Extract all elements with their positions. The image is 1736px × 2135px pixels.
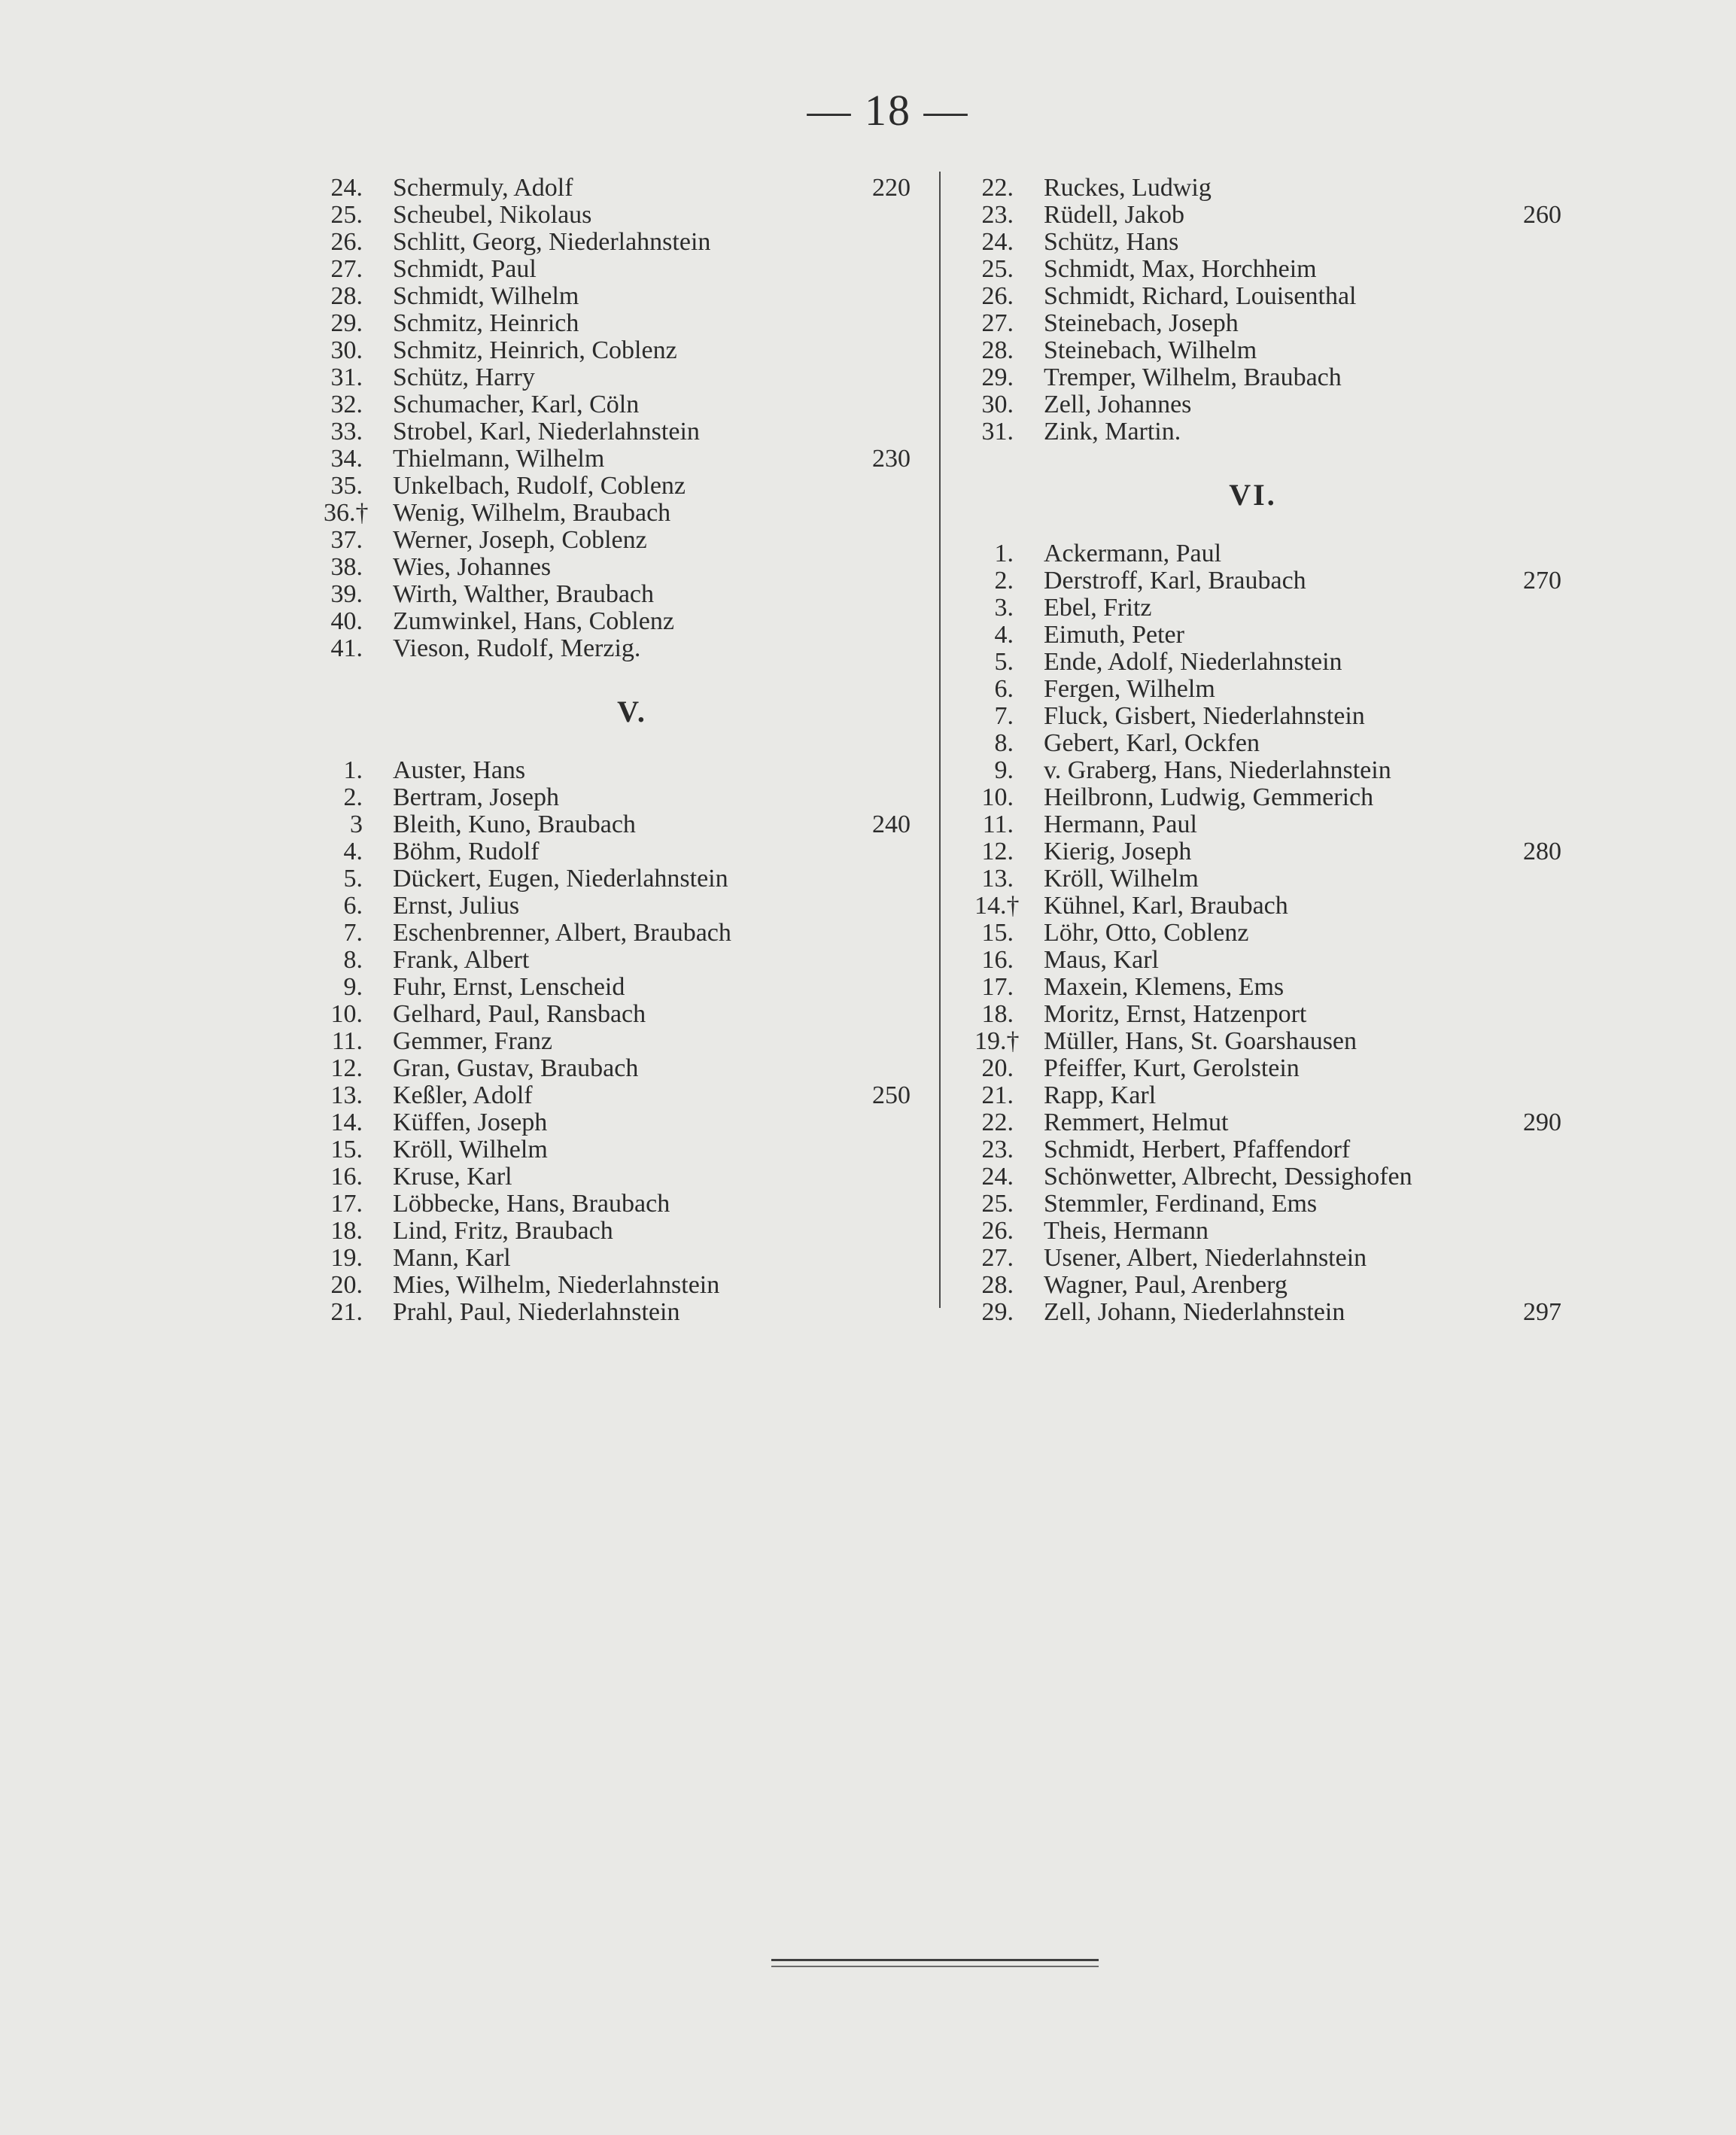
- entry-number: 35.: [330, 472, 363, 500]
- entry-number: 34.: [330, 445, 363, 473]
- list-item: [974, 256, 1561, 283]
- entry-name: Moritz, Ernst, Hatzenport: [1044, 1000, 1307, 1028]
- column-divider: [939, 172, 941, 1308]
- entry-name: Auster, Hans: [393, 756, 526, 784]
- entry-name: Schermuly, Adolf: [393, 174, 573, 202]
- entry-number: 1.: [994, 540, 1014, 567]
- entry-number: 14.: [330, 1109, 363, 1136]
- entry-name: Fuhr, Ernst, Lenscheid: [393, 973, 625, 1001]
- list-item: [974, 337, 1561, 364]
- entry-number: 25.: [330, 201, 363, 229]
- entry-number: 5.: [343, 865, 363, 893]
- entry-number: 8.: [343, 946, 363, 974]
- entry-number: 1.: [343, 756, 363, 784]
- entry-name: Pfeiffer, Kurt, Gerolstein: [1044, 1054, 1300, 1082]
- entry-number: 33.: [330, 418, 363, 446]
- entry-name: v. Graberg, Hans, Niederlahnstein: [1044, 756, 1391, 784]
- list-item: [974, 567, 1561, 595]
- entry-number: 21.: [981, 1081, 1014, 1109]
- entry-name: Schlitt, Georg, Niederlahnstein: [393, 228, 711, 256]
- entry-number: 18.: [981, 1000, 1014, 1028]
- entry-number: 32.: [330, 391, 363, 418]
- entry-number: 41.: [330, 634, 363, 662]
- section-title-vi: VI.: [1229, 478, 1277, 512]
- entry-number: 39.: [330, 580, 363, 608]
- list-item: [974, 540, 1561, 567]
- entry-number: 19.†: [974, 1027, 1020, 1055]
- entry-name: Keßler, Adolf: [393, 1081, 533, 1109]
- list-item: [974, 838, 1561, 865]
- list-item: [324, 1299, 911, 1326]
- list-item: [324, 418, 911, 446]
- entry-name: Maxein, Klemens, Ems: [1044, 973, 1285, 1001]
- entry-number: 17.: [330, 1190, 363, 1218]
- entry-number: 11.: [331, 1027, 363, 1055]
- entry-name: Heilbronn, Ludwig, Gemmerich: [1044, 783, 1374, 811]
- entry-number: 21.: [330, 1298, 363, 1326]
- entry-name: Schmitz, Heinrich, Coblenz: [393, 336, 677, 364]
- entry-number: 15.: [981, 919, 1014, 947]
- list-item: [974, 649, 1561, 676]
- entry-number: 17.: [981, 973, 1014, 1001]
- list-item: [974, 730, 1561, 757]
- list-item: [324, 1082, 911, 1109]
- entry-name: Usener, Albert, Niederlahnstein: [1044, 1244, 1367, 1272]
- entry-name: Kruse, Karl: [393, 1163, 512, 1191]
- entry-name: Zell, Johannes: [1044, 391, 1192, 418]
- entry-number: 23.: [981, 201, 1014, 229]
- entry-number: 14.†: [974, 892, 1020, 920]
- entry-number: 26.: [981, 282, 1014, 310]
- entry-name: Wirth, Walther, Braubach: [393, 580, 655, 608]
- entry-name: Bertram, Joseph: [393, 783, 559, 811]
- list-item: [974, 920, 1561, 947]
- entry-name: Wenig, Wilhelm, Braubach: [393, 499, 671, 527]
- list-item: [974, 202, 1561, 229]
- entry-name: Kröll, Wilhelm: [1044, 865, 1199, 893]
- list-item: [974, 229, 1561, 256]
- entry-name: Vieson, Rudolf, Merzig.: [393, 634, 641, 662]
- entry-number: 36.†: [324, 499, 369, 527]
- entry-name: Schmidt, Paul: [393, 255, 537, 283]
- entry-number: 10.: [981, 783, 1014, 811]
- entry-name: Bleith, Kuno, Braubach: [393, 811, 636, 838]
- list-item: [974, 893, 1561, 920]
- entry-name: Maus, Karl: [1044, 946, 1159, 974]
- entry-name: Zink, Martin.: [1044, 418, 1181, 446]
- list-item: [324, 337, 911, 364]
- list-item: [324, 500, 911, 527]
- list-item: [324, 256, 911, 283]
- entry-number: 3.: [994, 594, 1014, 622]
- list-item: [974, 865, 1561, 893]
- list-item: [324, 1001, 911, 1028]
- entry-number: 18.: [330, 1217, 363, 1245]
- entry-number: 37.: [330, 526, 363, 554]
- entry-name: Kierig, Joseph: [1044, 838, 1192, 865]
- right-entry-list: [974, 175, 1561, 446]
- entry-name: Mann, Karl: [393, 1244, 511, 1272]
- entry-name: Löhr, Otto, Coblenz: [1044, 919, 1249, 947]
- list-item: [324, 608, 911, 635]
- entry-number: 24.: [981, 1163, 1014, 1191]
- entry-name: Kröll, Wilhelm: [393, 1136, 548, 1163]
- entry-number: 31.: [330, 363, 363, 391]
- entry-name: Schütz, Hans: [1044, 228, 1179, 256]
- list-item: [324, 635, 911, 662]
- entry-number: 27.: [330, 255, 363, 283]
- entry-name: Hermann, Paul: [1044, 811, 1197, 838]
- entry-number: 24.: [981, 228, 1014, 256]
- entry-number: 2.: [994, 567, 1014, 595]
- entry-number: 22.: [981, 1109, 1014, 1136]
- list-item: [324, 893, 911, 920]
- list-item: [324, 175, 911, 202]
- entry-number: 5.: [994, 648, 1014, 676]
- entry-name: Ebel, Fritz: [1044, 594, 1152, 622]
- list-item: [974, 364, 1561, 391]
- entry-number: 4.: [994, 621, 1014, 649]
- entry-number: 19.: [330, 1244, 363, 1272]
- entry-number: 31.: [981, 418, 1014, 446]
- entry-name: Gemmer, Franz: [393, 1027, 553, 1055]
- list-item: [974, 1272, 1561, 1299]
- entry-number: 30.: [330, 336, 363, 364]
- entry-number: 27.: [981, 1244, 1014, 1272]
- closing-rule-secondary: [771, 1966, 1099, 1967]
- list-item: [324, 947, 911, 974]
- entry-marker: 220: [872, 174, 911, 202]
- list-item: [974, 757, 1561, 784]
- entry-number: 7.: [994, 702, 1014, 730]
- list-item: [324, 757, 911, 784]
- entry-name: Scheubel, Nikolaus: [393, 201, 592, 229]
- entry-number: 29.: [981, 363, 1014, 391]
- list-item: [974, 676, 1561, 703]
- entry-name: Steinebach, Wilhelm: [1044, 336, 1257, 364]
- entry-name: Wagner, Paul, Arenberg: [1044, 1271, 1288, 1299]
- entry-name: Böhm, Rudolf: [393, 838, 540, 865]
- entry-number: 12.: [981, 838, 1014, 865]
- entry-number: 28.: [330, 282, 363, 310]
- entry-number: 28.: [981, 1271, 1014, 1299]
- entry-name: Schmitz, Heinrich: [393, 309, 579, 337]
- entry-marker: 280: [1523, 838, 1561, 865]
- closing-rule: [771, 1959, 1099, 1961]
- entry-number: 8.: [994, 729, 1014, 757]
- entry-marker: 230: [872, 445, 911, 473]
- entry-number: 2.: [343, 783, 363, 811]
- entry-number: 12.: [330, 1054, 363, 1082]
- list-item: [324, 1055, 911, 1082]
- entry-name: Mies, Wilhelm, Niederlahnstein: [393, 1271, 720, 1299]
- list-item: [974, 622, 1561, 649]
- entry-name: Schmidt, Richard, Louisenthal: [1044, 282, 1357, 310]
- entry-name: Schmidt, Herbert, Pfaffendorf: [1044, 1136, 1351, 1163]
- entry-number: 16.: [330, 1163, 363, 1191]
- list-item: [324, 473, 911, 500]
- entry-number: 23.: [981, 1136, 1014, 1163]
- entry-number: 29.: [330, 309, 363, 337]
- list-item: [324, 1163, 911, 1191]
- entry-number: 28.: [981, 336, 1014, 364]
- list-item: [324, 838, 911, 865]
- list-item: [974, 784, 1561, 811]
- section-title-v: V.: [617, 695, 647, 728]
- list-item: [324, 283, 911, 310]
- right-column: [974, 175, 1561, 1326]
- list-item: [974, 703, 1561, 730]
- entry-number: 24.: [330, 174, 363, 202]
- entry-number: 13.: [330, 1081, 363, 1109]
- entry-name: Unkelbach, Rudolf, Coblenz: [393, 472, 686, 500]
- list-item: [974, 1055, 1561, 1082]
- entry-name: Strobel, Karl, Niederlahnstein: [393, 418, 700, 446]
- list-item: [324, 865, 911, 893]
- entry-number: 20.: [330, 1271, 363, 1299]
- entry-number: 25.: [981, 1190, 1014, 1218]
- entry-name: Ackermann, Paul: [1044, 540, 1222, 567]
- list-item: [974, 310, 1561, 337]
- entry-marker: 297: [1523, 1298, 1561, 1326]
- entry-name: Schmidt, Max, Horchheim: [1044, 255, 1317, 283]
- list-item: [974, 1028, 1561, 1055]
- entry-name: Derstroff, Karl, Braubach: [1044, 567, 1306, 595]
- list-item: [324, 1191, 911, 1218]
- list-item: [324, 1218, 911, 1245]
- entry-name: Werner, Joseph, Coblenz: [393, 526, 647, 554]
- list-item: [974, 1218, 1561, 1245]
- entry-name: Küffen, Joseph: [393, 1109, 548, 1136]
- entry-name: Remmert, Helmut: [1044, 1109, 1229, 1136]
- list-item: [324, 920, 911, 947]
- entry-name: Ruckes, Ludwig: [1044, 174, 1212, 202]
- page-number: — 18 —: [807, 86, 969, 135]
- entry-name: Eimuth, Peter: [1044, 621, 1184, 649]
- entry-number: 29.: [981, 1298, 1014, 1326]
- entry-number: 25.: [981, 255, 1014, 283]
- entry-marker: 240: [872, 811, 911, 838]
- entry-number: 10.: [330, 1000, 363, 1028]
- entry-name: Tremper, Wilhelm, Braubach: [1044, 363, 1342, 391]
- entry-marker: 250: [872, 1081, 911, 1109]
- list-item: [974, 1109, 1561, 1136]
- list-item: [324, 784, 911, 811]
- entry-name: Fluck, Gisbert, Niederlahnstein: [1044, 702, 1365, 730]
- list-item: [974, 391, 1561, 418]
- entry-name: Schönwetter, Albrecht, Dessighofen: [1044, 1163, 1412, 1191]
- list-item: [324, 310, 911, 337]
- entry-number: 6.: [343, 892, 363, 920]
- entry-name: Wies, Johannes: [393, 553, 552, 581]
- list-item: [324, 391, 911, 418]
- entry-name: Gran, Gustav, Braubach: [393, 1054, 639, 1082]
- list-item: [974, 1299, 1561, 1326]
- list-item: [324, 811, 911, 838]
- entry-number: 7.: [343, 919, 363, 947]
- entry-name: Thielmann, Wilhelm: [393, 445, 605, 473]
- list-item: [324, 554, 911, 581]
- entry-number: 3: [350, 811, 363, 838]
- entry-name: Eschenbrenner, Albert, Braubach: [393, 919, 731, 947]
- entry-number: 38.: [330, 553, 363, 581]
- entry-number: 9.: [343, 973, 363, 1001]
- entry-number: 13.: [981, 865, 1014, 893]
- entry-name: Müller, Hans, St. Goarshausen: [1044, 1027, 1357, 1055]
- list-item: [974, 1001, 1561, 1028]
- entry-marker: 270: [1523, 567, 1561, 595]
- entry-name: Dückert, Eugen, Niederlahnstein: [393, 865, 728, 893]
- entry-name: Prahl, Paul, Niederlahnstein: [393, 1298, 680, 1326]
- entry-number: 6.: [994, 675, 1014, 703]
- list-item: [974, 283, 1561, 310]
- entry-name: Steinebach, Joseph: [1044, 309, 1239, 337]
- list-item: [974, 1245, 1561, 1272]
- list-item: [974, 595, 1561, 622]
- list-item: [324, 1136, 911, 1163]
- list-item: [974, 1163, 1561, 1191]
- section-vi-entry-list: [974, 540, 1561, 1326]
- entry-name: Rüdell, Jakob: [1044, 201, 1184, 229]
- entry-name: Schumacher, Karl, Cöln: [393, 391, 640, 418]
- entry-number: 30.: [981, 391, 1014, 418]
- left-column: [324, 175, 911, 1326]
- entry-name: Frank, Albert: [393, 946, 530, 974]
- list-item: [324, 581, 911, 608]
- list-item: [324, 527, 911, 554]
- entry-name: Gebert, Karl, Ockfen: [1044, 729, 1260, 757]
- list-item: [974, 1082, 1561, 1109]
- list-item: [324, 446, 911, 473]
- entry-number: 4.: [343, 838, 363, 865]
- entry-number: 22.: [981, 174, 1014, 202]
- entry-number: 26.: [981, 1217, 1014, 1245]
- entry-name: Rapp, Karl: [1044, 1081, 1157, 1109]
- left-entry-list: [324, 175, 911, 662]
- list-item: [324, 1028, 911, 1055]
- list-item: [324, 1272, 911, 1299]
- entry-marker: 260: [1523, 201, 1561, 229]
- entry-number: 11.: [982, 811, 1014, 838]
- entry-number: 20.: [981, 1054, 1014, 1082]
- list-item: [324, 202, 911, 229]
- entry-name: Schmidt, Wilhelm: [393, 282, 579, 310]
- entry-marker: 290: [1523, 1109, 1561, 1136]
- list-item: [974, 974, 1561, 1001]
- entry-name: Zell, Johann, Niederlahnstein: [1044, 1298, 1345, 1326]
- entry-name: Theis, Hermann: [1044, 1217, 1209, 1245]
- list-item: [324, 229, 911, 256]
- entry-number: 26.: [330, 228, 363, 256]
- list-item: [974, 175, 1561, 202]
- entry-name: Zumwinkel, Hans, Coblenz: [393, 607, 674, 635]
- entry-name: Stemmler, Ferdinand, Ems: [1044, 1190, 1318, 1218]
- list-item: [974, 1191, 1561, 1218]
- entry-name: Schütz, Harry: [393, 363, 535, 391]
- entry-name: Fergen, Wilhelm: [1044, 675, 1215, 703]
- entry-name: Löbbecke, Hans, Braubach: [393, 1190, 670, 1218]
- list-item: [324, 974, 911, 1001]
- list-item: [974, 418, 1561, 446]
- list-item: [324, 364, 911, 391]
- list-item: [324, 1245, 911, 1272]
- list-item: [324, 1109, 911, 1136]
- entry-number: 9.: [994, 756, 1014, 784]
- entry-name: Kühnel, Karl, Braubach: [1044, 892, 1288, 920]
- entry-name: Ernst, Julius: [393, 892, 520, 920]
- entry-number: 40.: [330, 607, 363, 635]
- list-item: [974, 811, 1561, 838]
- section-v-entry-list: [324, 757, 911, 1326]
- entry-number: 15.: [330, 1136, 363, 1163]
- entry-number: 16.: [981, 946, 1014, 974]
- entry-number: 27.: [981, 309, 1014, 337]
- entry-name: Ende, Adolf, Niederlahnstein: [1044, 648, 1342, 676]
- entry-name: Lind, Fritz, Braubach: [393, 1217, 613, 1245]
- list-item: [974, 947, 1561, 974]
- entry-name: Gelhard, Paul, Ransbach: [393, 1000, 646, 1028]
- list-item: [974, 1136, 1561, 1163]
